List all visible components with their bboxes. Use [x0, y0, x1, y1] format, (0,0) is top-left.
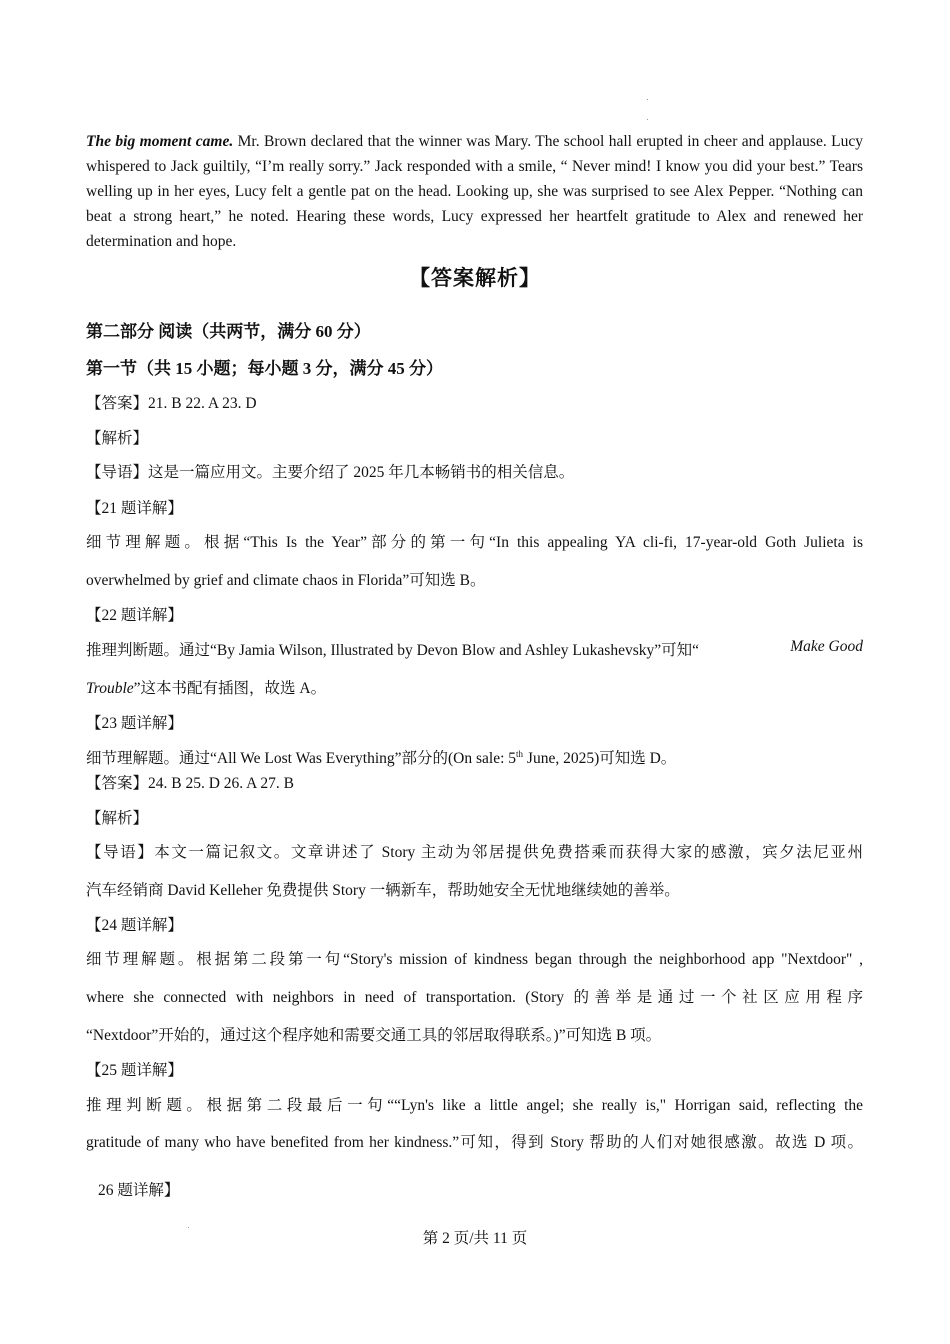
q21-heading: 【21 题详解】	[86, 500, 183, 517]
q25-line-1: 推理判断题。根据第二段最后一句““Lyn's like a little angel; she really is," Horrigan said, reflecting the	[86, 1097, 863, 1114]
answers-21-23: 【答案】21. B 22. A 23. D	[86, 395, 257, 412]
section-title: 【答案解析】	[409, 266, 541, 290]
q23-line-1b: June, 2025)可知选 D。	[523, 750, 677, 767]
guide-2-line-1: 【导语】本文一篇记叙文。文章讲述了 Story 主动为邻居提供免费搭乘而获得大家的感激，宾夕法尼亚州	[86, 844, 863, 861]
q22-line-1a: 推理判断题。通过“By Jamia Wilson, Illustrated by Devon Blow and Ashley Lukashevsky”可知“	[86, 642, 699, 659]
answers-24-27: 【答案】24. B 25. D 26. A 27. B	[86, 775, 294, 792]
q25-line-2: gratitude of many who have benefited from her kindness.”可知，得到 Story 帮助的人们对她很感激。故选 D 项。	[86, 1134, 863, 1151]
q24-line-1: 细节理解题。根据第二段第一句“Story's mission of kindness began through the neighborhood app "Nextdoor" ,	[86, 951, 863, 968]
part2-heading: 第二部分 阅读（共两节，满分 60 分）	[86, 322, 371, 341]
scan-speck	[647, 99, 648, 100]
q23-superscript: th	[516, 748, 524, 759]
q26-heading: 26 题详解】	[98, 1182, 180, 1199]
story-lead: The big moment came.	[86, 133, 234, 150]
q21-line-1: 细节理解题。根据“This Is the Year”部分的第一句“In this appealing YA cli-fi, 17-year-old Goth Julieta is	[86, 534, 863, 551]
q24-line-3: “Nextdoor”开始的，通过这个程序她和需要交通工具的邻居取得联系。)”可知选 B 项。	[86, 1027, 662, 1044]
q22-line-1	[86, 638, 863, 660]
guide-2-line-2: 汽车经销商 David Kelleher 免费提供 Story 一辆新车，帮助她安全无忧地继续她的善举。	[86, 882, 680, 899]
q22-line-2b: ”这本书配有插图，故选 A。	[133, 680, 327, 697]
q23-heading: 【23 题详解】	[86, 715, 183, 732]
q24-heading: 【24 题详解】	[86, 917, 183, 934]
story-paragraph	[86, 129, 863, 254]
page-footer: 第 2 页/共 11 页	[422, 1230, 528, 1247]
q24-line-2: where she connected with neighbors in need of transportation. (Story 的善举是通过一个社区应用程序	[86, 989, 863, 1006]
q23-line-1	[86, 746, 863, 768]
section1-heading: 第一节（共 15 小题；每小题 3 分，满分 45 分）	[86, 359, 443, 378]
q25-heading: 【25 题详解】	[86, 1062, 183, 1079]
analysis-label-2: 【解析】	[86, 810, 149, 827]
scan-speck	[647, 119, 648, 120]
q21-line-2: overwhelmed by grief and climate chaos in Florida”可知选 B。	[86, 572, 486, 589]
q22-book-title-b: Trouble	[86, 680, 134, 697]
q22-heading: 【22 题详解】	[86, 607, 183, 624]
q22-book-title-a: Make Good	[790, 638, 863, 655]
q23-line-1a: 细节理解题。通过“All We Lost Was Everything”部分的(On sale: 5	[86, 750, 517, 767]
analysis-label: 【解析】	[86, 430, 149, 447]
guide-text-1: 【导语】这是一篇应用文。主要介绍了 2025 年几本畅销书的相关信息。	[86, 464, 575, 481]
story-text: Mr. Brown declared that the winner was Mary. The school hall erupted in cheer and applause. Lucy whispered to Jack guiltily, “I’m really sorry.” Jack responded with a smile, “ Never mind! I know you did your best.” Tears welling up in her eyes, Lucy felt a gentle pat on the head. Looking up, she was surprised to see Alex Pepper. “Nothing can beat a strong heart,” he noted. Hearing these words, Lucy expressed her heartfelt gratitude to Alex and renewed her determination and hope.	[86, 133, 863, 250]
q22-line-2	[86, 676, 863, 698]
